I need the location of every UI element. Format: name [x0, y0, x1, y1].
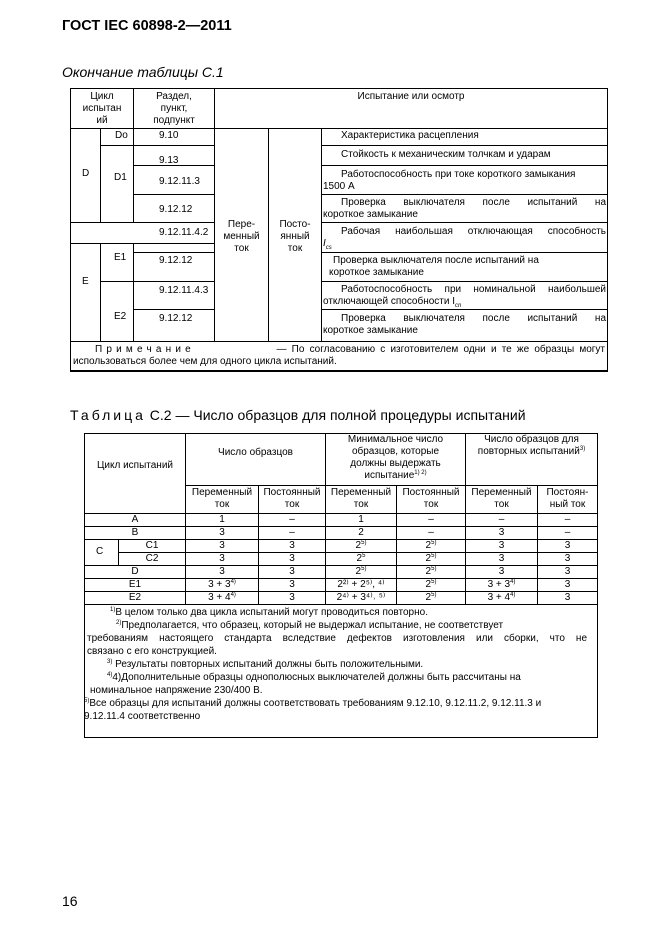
test-cell: Проверка выключателя после испытаний на [341, 197, 606, 208]
table-cell: 3 [219, 527, 225, 538]
table-cell: – [564, 527, 571, 538]
subcycle-E2: E2 [114, 311, 127, 322]
table-cell: – [428, 514, 434, 525]
table-cell: 3 [498, 566, 505, 577]
table-c1-continuation-caption: Окончание таблицы С.1 [62, 64, 224, 80]
row-cycle-label: E2 [128, 592, 142, 603]
section-cell: 9.12.12 [159, 255, 193, 266]
row-cycle-label: E1 [128, 579, 142, 590]
footnote-5-cont: 9.12.11.4 соответственно [84, 711, 201, 722]
table-cell: – [289, 527, 295, 538]
test-cell-cont: короткое замыкание [329, 267, 424, 278]
table-cell: 3 [564, 540, 571, 551]
row-cycle-label: A [131, 514, 139, 525]
footnote-1: $^{1)}$В целом только два цикла испытаний могут проводиться повторно. [110, 607, 428, 618]
subheader-ac: Переменный ток [330, 487, 392, 510]
table-cell: $3 + 4^{4)}$ [208, 592, 236, 603]
table-note: Примечание — По согласованию с изготовителем одни и те же образцы могут [95, 344, 605, 355]
current-ac: Пере- менный ток [223, 219, 260, 254]
table-c2-caption: Таблица С.2 — Число образцов для полной процедуры испытаний [70, 407, 526, 423]
footnote-5: $^{5)}$Все образцы для испытаний должны соответствовать требованиям 9.12.10, 9.12.11.2, 9.12.11.3 и [84, 698, 542, 709]
row-cycle-label: D [131, 566, 139, 577]
table-note-cont: использоваться более чем для одного цикла испытаний. [73, 356, 337, 367]
table-cell: 2$^{5)}$ [355, 540, 367, 551]
row-cycle-label: B [131, 527, 139, 538]
test-cell-cont: 1500 А [323, 181, 355, 192]
col-header-repeat-samples: Число образцов для повторных испытаний$^{3)}$ [477, 434, 586, 457]
section-cell: 9.12.11.3 [159, 176, 200, 187]
page-number: 16 [62, 893, 78, 909]
table-cell: 1 [358, 514, 364, 525]
section-cell: 9.12.12 [159, 204, 193, 215]
test-cell: Рабочая наибольшая отключающая способность [341, 226, 606, 237]
table-cell: $3 + 4^{4)}$ [487, 592, 516, 603]
table-cell: 3 [219, 553, 225, 564]
table-cell: 3 [498, 540, 505, 551]
table-cell: 3 [219, 566, 225, 577]
test-cell: Работоспособность при номинальной наибольшей [341, 284, 606, 295]
table-cell: 3 [498, 553, 505, 564]
document-header: ГОСТ IEC 60898-2—2011 [62, 18, 232, 34]
table-cell: – [289, 514, 295, 525]
table-cell: 3 [289, 553, 295, 564]
table-cell: – [564, 514, 571, 525]
col-header-samples: Число образцов [218, 447, 293, 458]
table-cell: 2$^{5)}$ [425, 592, 437, 603]
section-cell: 9.10 [159, 130, 179, 141]
subheader-dc: Постоянный ток [263, 487, 321, 510]
table-cell: 2²⁾ + 2⁵⁾, ⁴⁾ [337, 579, 385, 590]
row-cycle-label: C1 [145, 540, 159, 551]
subheader-dc: Постоянный ток [402, 487, 460, 510]
subcycle-E1: E1 [114, 252, 127, 263]
table-cell: 3 [219, 540, 225, 551]
table-cell: – [498, 514, 505, 525]
table-cell: 3 [564, 553, 571, 564]
test-cell-cont: отключающей способности $I_{cn}$ [323, 296, 462, 309]
test-cell: Проверка выключателя после испытаний на [333, 255, 539, 266]
test-cell-cont: короткое замыкание [323, 325, 418, 336]
table-cell: $2^5$ [356, 553, 366, 564]
section-cell: 9.12.11.4.3 [159, 285, 209, 296]
table-cell: 3 [289, 592, 295, 603]
col-header-test: Испытание или осмотр [357, 91, 465, 102]
subcycle-D1: D1 [114, 172, 127, 183]
subheader-ac: Переменный ток [471, 487, 532, 510]
section-cell: 9.12.12 [159, 313, 193, 324]
subheader-dc: Постоян- ный ток [546, 487, 589, 510]
table-cell: 2$^{5)}$ [425, 540, 437, 551]
test-cell: Проверка выключателя после испытаний на [341, 313, 606, 324]
row-cycle-label: C2 [145, 553, 159, 564]
table-cell: 3 [564, 592, 571, 603]
table-cell: 3 [289, 566, 295, 577]
table-cell: 3 [564, 566, 571, 577]
col-header-cycle: Цикл испытаний [97, 460, 173, 471]
subcycle-Do: Do [115, 130, 128, 141]
table-cell: 3 [289, 579, 295, 590]
col-header-section: Раздел, пункт, подпункт [153, 91, 195, 126]
test-cell: Стойкость к механическим толчкам и ударам [341, 149, 551, 160]
table-cell: 2$^{5)}$ [355, 566, 367, 577]
test-cell-cont: короткое замыкание [323, 209, 418, 220]
table-cell: 3 [564, 579, 571, 590]
table-cell: 2$^{5)}$ [425, 553, 437, 564]
test-cell: Работоспособность при токе короткого замыкания [341, 169, 576, 180]
table-cell: $3 + 3^{4)}$ [208, 579, 236, 590]
table-cell: – [428, 527, 434, 538]
cycle-E: E [82, 276, 89, 287]
table-cell: $3 + 3^{4)}$ [487, 579, 516, 590]
table-cell: 2⁴⁾ + 3⁴⁾˒ ⁵⁾ [336, 592, 386, 603]
subheader-ac: Переменный ток [191, 487, 253, 510]
section-cell: 9.12.11.4.2 [159, 227, 209, 238]
table-cell: 3 [498, 527, 505, 538]
cycle-C: C [96, 546, 104, 557]
footnote-2-cont: требованиям настоящего стандарта вследствие дефектов изготовления или сборки, что не [87, 633, 587, 644]
table-cell: 1 [219, 514, 225, 525]
table-cell: 2 [358, 527, 364, 538]
section-cell: 9.13 [159, 155, 179, 166]
table-cell: 2$^{5)}$ [425, 566, 437, 577]
test-cell-cont: $I_{cs}$ [323, 238, 332, 251]
current-dc: Посто- янный ток [279, 219, 311, 254]
footnote-4-cont: номинальное напряжение 230/400 В. [90, 685, 263, 696]
cycle-D: D [82, 168, 90, 179]
footnote-2-cont: связано с его конструкцией. [87, 646, 217, 657]
footnote-3: $^{3)}$ Результаты повторных испытаний должны быть положительными. [107, 659, 424, 670]
test-cell: Характеристика расцепления [341, 130, 479, 141]
col-header-min-samples: Минимальное число образцов, которые должны выдержать испытание$^{1) 2)}$ [347, 434, 444, 481]
table-cell: 2$^{5)}$ [425, 579, 437, 590]
footnote-4: $^{4)}$4)Дополнительные образцы однополюсных выключателей должны быть рассчитаны на [107, 672, 521, 683]
col-header-cycle: Цикл испытан ий [82, 91, 122, 126]
table-cell: 3 [289, 540, 295, 551]
footnote-2: $^{2)}$Предполагается, что образец, который не выдержал испытание, не соответствует [116, 620, 504, 631]
